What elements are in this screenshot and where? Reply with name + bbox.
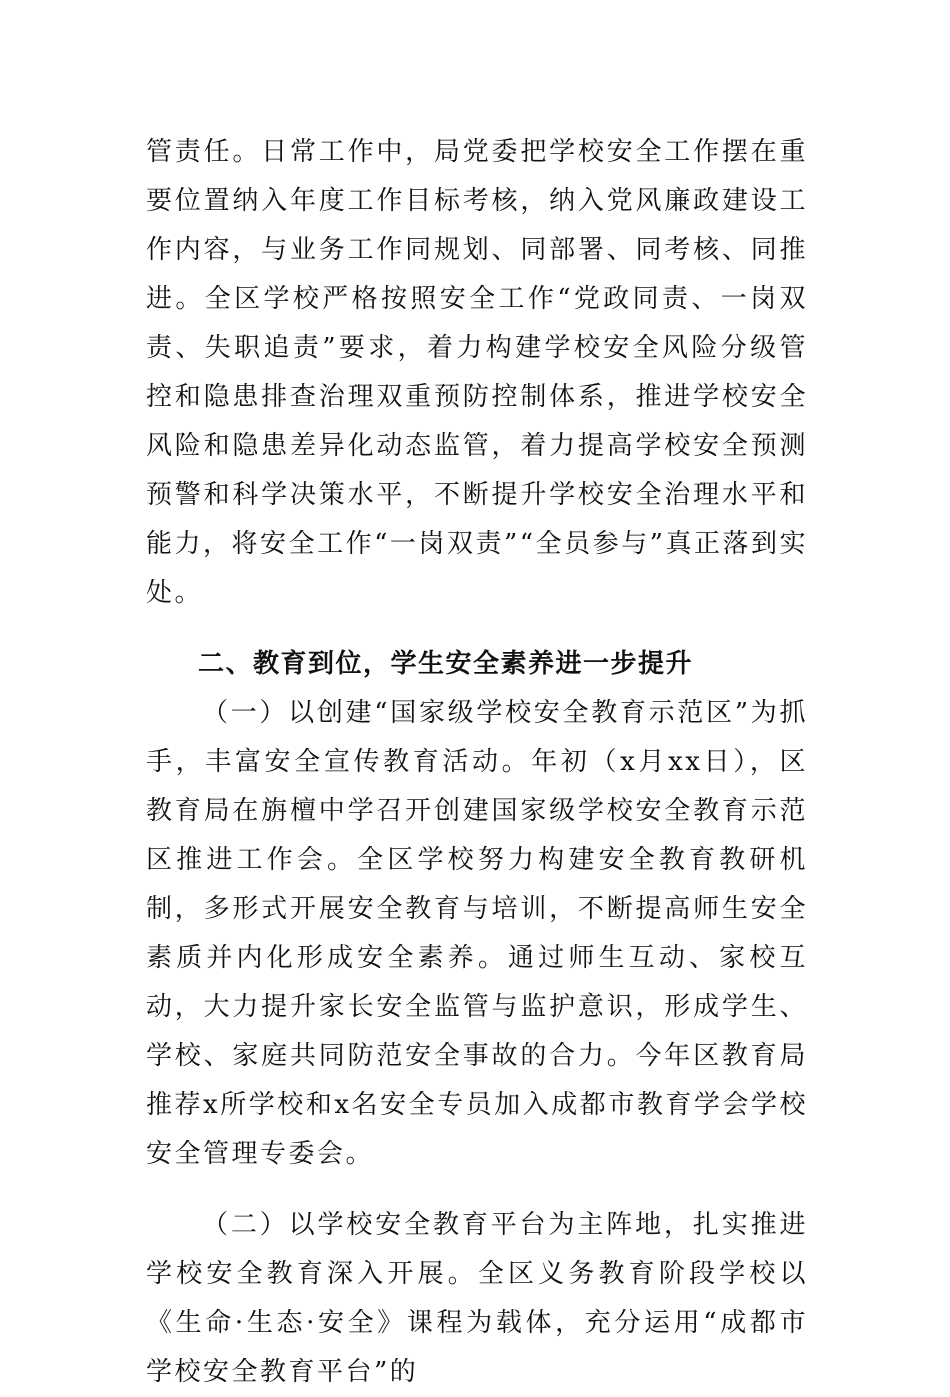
body-paragraph-1: 管责任。日常工作中，局党委把学校安全工作摆在重要位置纳入年度工作目标考核，纳入党风廉政建设工作内容，与业务工作同规划、同部署、同考核、同推进。全区学校严格按照安全工作“党政同责、一岗双责、失职追责”要求，着力构建学校安全风险分级管控和隐患排查治理双重预防控制体系，推进学校安全风险和隐患差异化动态监管，着力提高学校安全预测预警和科学决策水平，不断提升学校安全治理水平和能力，将安全工作“一岗双责”“全员参与”真正落到实处。 <box>146 137 808 608</box>
document-body <box>146 128 808 1397</box>
body-paragraph-2: （一）以创建“国家级学校安全教育示范区”为抓手，丰富安全宣传教育活动。年初（x月xx日），区教育局在旃檀中学召开创建国家级学校安全教育示范区推进工作会。全区学校努力构建安全教育教研机制，多形式开展安全教育与培训，不断提高师生安全素质并内化形成安全素养。通过师生互动、家校互动，大力提升家长安全监管与监护意识，形成学生、学校、家庭共同防范安全事故的合力。今年区教育局推荐x所学校和x名安全专员加入成都市教育学会学校安全管理专委会。 <box>146 698 808 1169</box>
body-paragraph-3: （二）以学校安全教育平台为主阵地，扎实推进学校安全教育深入开展。全区义务教育阶段学校以《生命·生态·安全》课程为载体，充分运用“成都市学校安全教育平台”的 <box>146 1210 808 1387</box>
section-heading-2: 二、教育到位，学生安全素养进一步提升 <box>198 649 694 679</box>
